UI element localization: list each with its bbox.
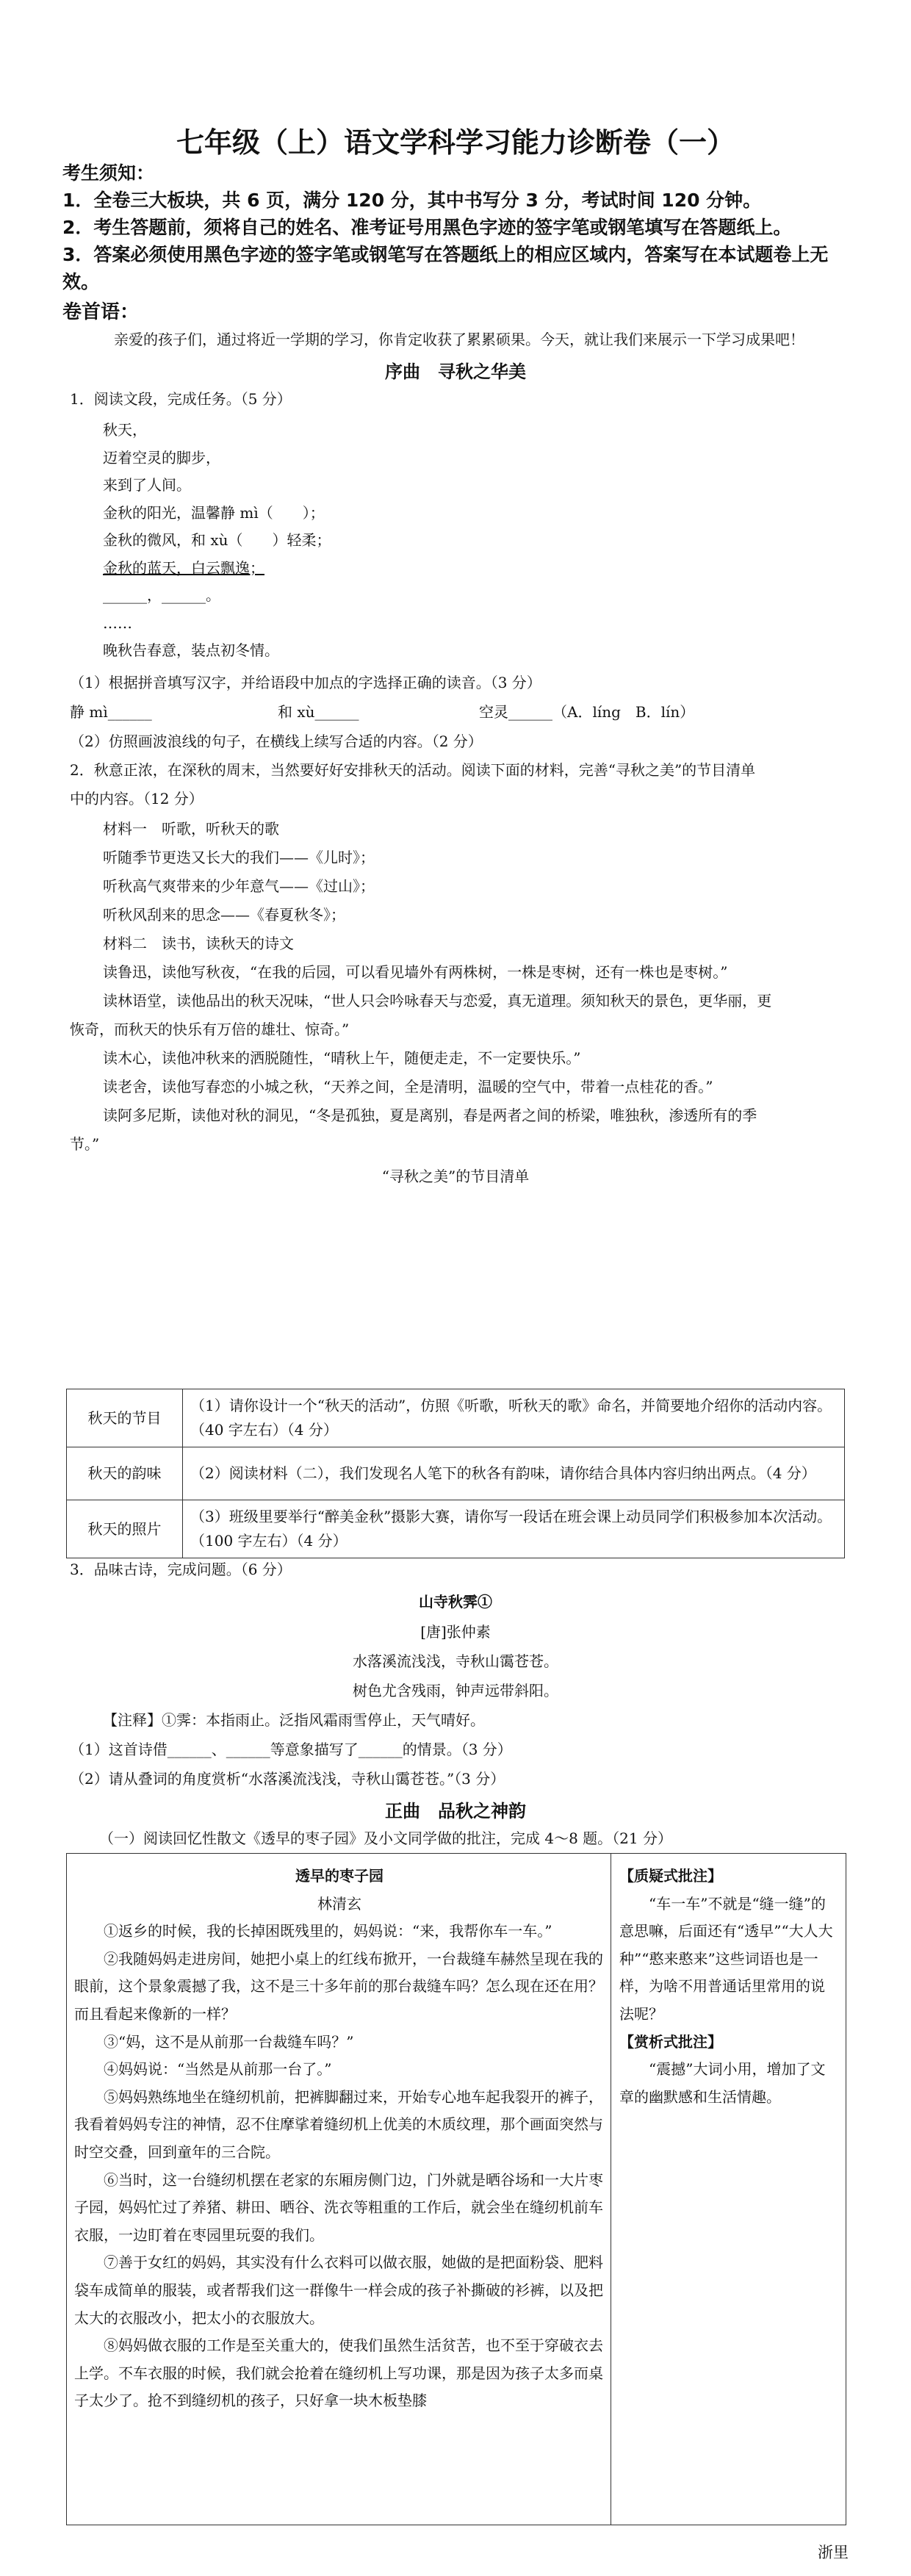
- table-row: [67, 1500, 845, 1558]
- page-footer: 浙里: [818, 2544, 849, 2561]
- table-row-label: 秋天的节目: [67, 1389, 183, 1447]
- table-row-content: （2）阅读材料（二），我们发现名人笔下的秋各有韵味，请你结合具体内容归纳出两点。（4 分）: [183, 1447, 845, 1500]
- table-row-content: （3）班级里要举行“醉美金秋”摄影大赛，请你写一段话在班会课上动员同学们积极参加本次活动。（100 字左右）（4 分）: [183, 1500, 845, 1558]
- essay-box: [66, 1853, 846, 2525]
- side-note-tag: 【赏析式批注】: [619, 2032, 722, 2051]
- material-line: 听秋高气爽带来的少年意气——《过山》；: [103, 877, 375, 895]
- poem-line: 来到了人间。: [103, 476, 191, 494]
- essay-paragraph: ①返乡的时候，我的长掉困既残里的，妈妈说：“来，我帮你车一车。”: [104, 1922, 552, 1940]
- q1-sub1: （1）根据拼音填写汉字，并给语段中加点的字选择正确的读音。（3 分）: [70, 674, 541, 691]
- essay-author: 林清玄: [317, 1894, 361, 1913]
- essay-side-notes: [619, 1863, 837, 2111]
- preface-text: 亲爱的孩子们，通过将近一学期的学习，你肯定收获了累累硕果。今天，就让我们来展示一下学习成果吧！: [114, 331, 804, 348]
- poem-line: 金秋的微风，和 xù（ ）轻柔；: [103, 531, 331, 549]
- q3-poem-line: 水落溪流浅浅，寺秋山霭苍苍。: [353, 1652, 558, 1670]
- table-row: [67, 1389, 845, 1447]
- side-note-tag: 【质疑式批注】: [619, 1867, 722, 1885]
- poem-line: 秋天，: [103, 421, 147, 439]
- exam-notice: [62, 159, 856, 295]
- q2-material2: [70, 958, 863, 1159]
- material-line: 读阿多尼斯，读他对秋的洞见，“冬是孤独，夏是离别，春是两者之间的桥梁，唯独秋，渗透所有的季: [103, 1107, 757, 1124]
- section2-intro: （一）阅读回忆性散文《透早的枣子园》及小文同学做的批注，完成 4～8 题。（21 分）: [99, 1830, 672, 1847]
- poem-line: 迈着空灵的脚步，: [103, 448, 220, 467]
- notice-item: 效。: [62, 271, 100, 292]
- essay-paragraph: ③“妈，这不是从前那一台裁缝车吗？”: [104, 2032, 354, 2051]
- material-line: 读鲁迅，读他写秋夜，“在我的后园，可以看见墙外有两株树，一株是枣树，还有一株也是枣树。”: [103, 963, 728, 981]
- table-row-label: 秋天的照片: [67, 1500, 183, 1558]
- essay-paragraph: ⑧妈妈做衣服的工作是至关重大的，使我们虽然生活贫苦，也不至于穿破衣去上学。不车衣服的时候，我们就会抢着在缝纫机上写功课，那是因为孩子太多而桌子太少了。抢不到缝纫机的孩子，只好拿一块木板垫膝: [74, 2336, 603, 2410]
- essay-main: [74, 1863, 605, 2415]
- poem-line-wavy: 金秋的蓝天，白云飘逸；: [103, 558, 264, 577]
- q3-note: 【注释】①霁：本指雨止。泛指风霜雨雪停止，天气晴好。: [103, 1711, 485, 1729]
- material-line: 听随季节更迭又长大的我们——《儿时》；: [103, 849, 375, 866]
- material-line: 读老舍，读他写春恋的小城之秋，“天养之间，全是清明，温暖的空气中，带着一点桂花的香。”: [103, 1078, 713, 1095]
- q3-sub1: （1）这首诗借______、______等意象描写了______的情景。（3 分）: [70, 1741, 512, 1758]
- material-line: 读林语堂，读他品出的秋天况味，“世人只会吟咏春天与恋爱，真无道理。须知秋天的景色，更华丽，更: [103, 992, 772, 1010]
- q3-stem: 3．品味古诗，完成问题。（6 分）: [70, 1561, 292, 1578]
- table-row-content: （1）请你设计一个“秋天的活动”，仿照《听歌，听秋天的歌》命名，并简要地介绍你的活动内容。（40 字左右）（4 分）: [183, 1389, 845, 1447]
- material-line: 材料二 读书，读秋天的诗文: [103, 935, 294, 952]
- side-note-text: “车一车”不就是“缝一缝”的意思嘛，后面还有“透早”“大人大种”“憨来憨来”这些词语也是一样，为啥不用普通话里常用的说法呢？: [619, 1894, 833, 2023]
- notice-item: 3．答案必须使用黑色字迹的签字笔或钢笔写在答题纸上的相应区域内，答案写在本试题卷上无: [62, 244, 829, 265]
- q3-sub2: （2）请从叠词的角度赏析“水落溪流浅浅，寺秋山霭苍苍。”（3 分）: [70, 1770, 505, 1788]
- material-line: 听秋风刮来的思念——《春夏秋冬》；: [103, 906, 345, 924]
- side-note-text: “震撼”大词小用，增加了文章的幽默感和生活情趣。: [619, 2060, 826, 2106]
- q1-fill-3: 空灵______（A．líng B．lín）: [479, 703, 695, 721]
- table-row-label: 秋天的韵味: [67, 1447, 183, 1500]
- essay-paragraph: ⑥当时，这一台缝纫机摆在老家的东厢房侧门边，门外就是晒谷场和一大片枣子园，妈妈忙过了养猪、耕田、晒谷、洗衣等粗重的工作后，就会坐在缝纫机前车衣服，一边盯着在枣园里玩耍的我们。: [74, 2170, 603, 2244]
- notice-item: 1．全卷三大板块，共 6 页，满分 120 分，其中书写分 3 分，考试时间 120 分钟。: [62, 190, 762, 211]
- program-list-caption: “寻秋之美”的节目清单: [381, 1168, 530, 1185]
- section1-title: 序曲 寻秋之华美: [385, 361, 526, 382]
- q2-stem: 2．秋意正浓，在深秋的周末，当然要好好安排秋天的活动。阅读下面的材料，完善“寻秋之美”的节目清单: [70, 761, 756, 779]
- q3-poem-author: [唐]张仲素: [420, 1623, 491, 1641]
- q2-material1: [103, 815, 838, 958]
- poem-line: 金秋的阳光，温馨静 mì（ ）；: [103, 503, 325, 522]
- program-table: [66, 1389, 845, 1558]
- q3-poem-title: 山寺秋霁①: [419, 1593, 492, 1611]
- q1-poem: [103, 417, 617, 665]
- essay-paragraph: ②我随妈妈走进房间，她把小桌上的红线布掀开，一台裁缝车赫然呈现在我的眼前，这个景象震撼了我，这不是三十多年前的那台裁缝车吗？怎么现在还在用？而且看起来像新的一样？: [74, 1949, 603, 2023]
- section2-title: 正曲 品秋之神韵: [385, 1801, 526, 1821]
- q2-stem-cont: 中的内容。（12 分）: [70, 790, 204, 807]
- material-line: 节。”: [70, 1135, 100, 1153]
- notice-heading: 考生须知：: [62, 162, 155, 184]
- essay-paragraph: ④妈妈说：“当然是从前那一台了。”: [104, 2060, 332, 2079]
- page-title: 七年级（上）语文学科学习能力诊断卷（一）: [176, 126, 735, 159]
- notice-item: 2．考生答题前，须将自己的姓名、准考证号用黑色字迹的签字笔或钢笔填写在答题纸上。: [62, 217, 792, 238]
- material-line: 恢奇，而秋天的快乐有万倍的雄壮、惊奇。”: [70, 1021, 350, 1038]
- material-line: 材料一 听歌，听秋天的歌: [103, 820, 279, 838]
- q1-fill-1: 静 mì______: [70, 703, 152, 721]
- q1-stem: 1．阅读文段，完成任务。（5 分）: [70, 390, 292, 408]
- q1-fill-2: 和 xù______: [278, 703, 359, 721]
- essay-paragraph: ⑦善于女红的妈妈，其实没有什么衣料可以做衣服，她做的是把面粉袋、肥料袋车成简单的服装，或者帮我们这一群像牛一样会成的孩子补撕破的衫裤，以及把太大的衣服改小，把太小的衣服放大。: [74, 2253, 603, 2327]
- table-row: [67, 1447, 845, 1500]
- q3-poem-line: 树色尤含残雨，钟声远带斜阳。: [353, 1682, 558, 1699]
- preface-heading: 卷首语：: [62, 301, 140, 323]
- material-line: 读木心，读他冲秋来的洒脱随性，“晴秋上午，随便走走，不一定要快乐。”: [103, 1049, 581, 1067]
- poem-line-blanks: ______，______。: [103, 586, 220, 604]
- poem-line: ……: [103, 614, 132, 632]
- essay-paragraph: ⑤妈妈熟练地坐在缝纫机前，把裤脚翻过来，开始专心地车起我裂开的裤子，我看着妈妈专注的神情，忍不住摩挲着缝纫机上优美的木质纹理，那个画面突然与时空交叠，回到童年的三合院。: [74, 2087, 603, 2161]
- q1-sub2: （2）仿照画波浪线的句子，在横线上续写合适的内容。（2 分）: [70, 733, 483, 750]
- essay-title: 透早的枣子园: [295, 1867, 384, 1885]
- poem-line: 晚秋告春意，装点初冬情。: [103, 641, 279, 659]
